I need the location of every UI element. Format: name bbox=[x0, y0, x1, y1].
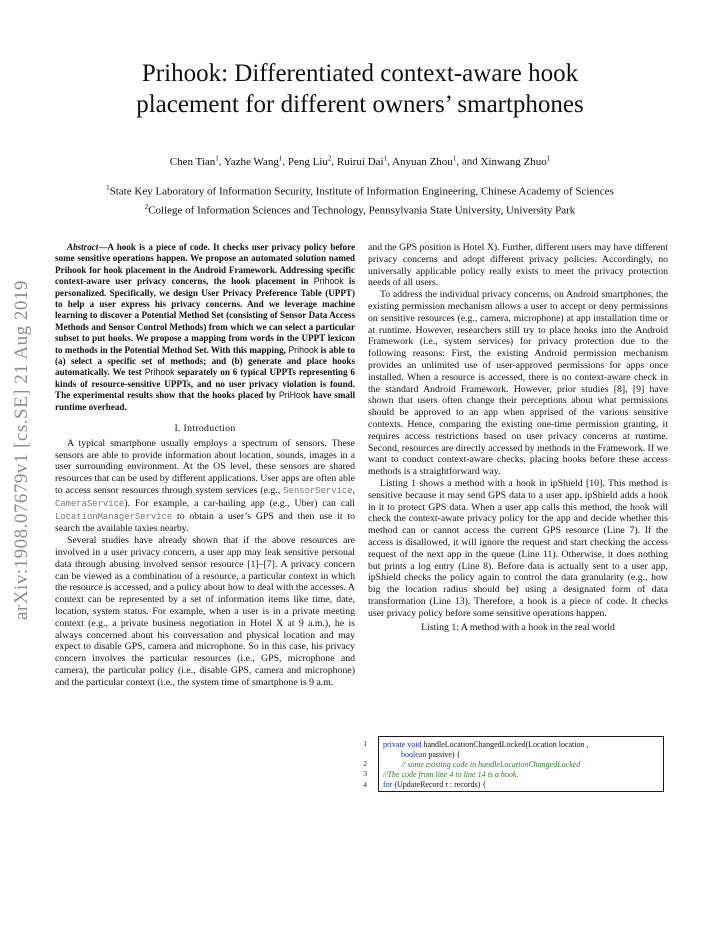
author: Xinwang Zhuo$^1$ bbox=[480, 154, 551, 168]
code-line-1: private void handleLocationChangedLocked(Location location , bbox=[383, 740, 589, 749]
author: Yazhe Wang$^1$ bbox=[223, 154, 283, 168]
right-column bbox=[368, 242, 668, 633]
author: Peng Liu$^2$ bbox=[287, 154, 332, 168]
section-heading-introduction: I. Introduction bbox=[174, 423, 236, 435]
intro-paragraph-1: A typical smartphone usually employs a spectrum of sensors. These sensors are able to provide information about location, sounds, images in a user surrounding environment. At the OS level, these sensors are shared resources that can be used by different applications. User apps are often able to access sensor resources through system services (e.g., SensorService, CameraService). For example, a car-hailing app (e.g., Uber) can call LocationManagerService to obtain a user’s GPS and then use it to search the available taxies nearby. bbox=[55, 437, 355, 535]
code-line-3: //The code from line 4 to line 14 is a hook. bbox=[383, 770, 519, 779]
paper-title bbox=[0, 58, 720, 120]
listing-line-number: 1 bbox=[363, 739, 367, 748]
title-line-1: Prihook: Differentiated context-aware hook bbox=[141, 60, 579, 87]
author: Chen Tian$^1$ bbox=[169, 154, 219, 168]
arxiv-id: arXiv:1908.07679v1 [cs.SE] 21 Aug 2019 bbox=[11, 280, 32, 620]
author: Ruirui Dai$^1$ bbox=[336, 154, 388, 168]
code-listing bbox=[378, 736, 664, 792]
code-line-4: for (UpdateRecord r : records) { bbox=[383, 780, 487, 789]
intro-paragraph-2: Several studies have already shown that if the above resources are involved in a user privacy concern, a user app may leak sensitive personal data through abusing involved sensor resource [1]–[7]. A privacy concern can be viewed as a combination of a resource, a particular context in which the resource is accessed, and a policy about how to deal with the accesses. A context can be represented by a set of information items like time, date, location, system status. For example, when a user is in a private meeting context (e.g., a private business negotiation in Hotel X at 9 a.m.), he is always concerned about his conversation and physical location and may expect to disable GPS, camera and microphone. So in this case, his privacy concern involves the particular resources (i.e., GPS, microphone and camera), the particular policy (i.e., disable GPS, camera and microphone) and the particular context (i.e., the system time of smartphone is 9 a.m. bbox=[55, 535, 355, 688]
author-list: Chen Tian$^1$, Yazhe Wang$^1$, Peng Liu$^2$, Ruirui Dai$^1$, Anyuan Zhou$^1$, and Xinwang Zhuo$^1$ bbox=[169, 154, 551, 168]
author: Anyuan Zhou$^1$ bbox=[392, 154, 457, 168]
code-line-2: // some existing code in handleLocationChangedLocked bbox=[401, 760, 581, 769]
abstract: Abstract—A hook is a piece of code. It checks user privacy policy before some sensitive operations happen. We propose an automated solution named Prihook for hook placement in the Android Framework. Addressing specific context-aware user privacy concerns, the hook placement in Prihook is personalized. Specifically, we design User Privacy Preference Table (UPPT) to help a user express his privacy concerns. And we leverage machine learning to discover a Potential Method Set (consisting of Sensor Data Access Methods and Sensor Control Methods) from which we can select a particular subset to put hooks. We propose a mapping from words in the UPPT lexicon to methods in the Potential Method Set. With this mapping, Prihook is able to (a) select a specific set of methods; and (b) generate and place hooks automatically. We test Prihook separately on 6 typical UPPTs representing 6 kinds of resource-sensitive UPPTs, and no user privacy violation is found. The experimental results show that the hooks placed by PriHook have small runtime overhead. bbox=[55, 242, 355, 412]
arxiv-sidebar bbox=[2, 230, 42, 670]
title-line-2: placement for different owners’ smartphones bbox=[136, 91, 584, 118]
right-paragraph-1: To address the individual privacy concerns, on Android smartphones, the existing permission mechanism allows a user to accept or deny permissions on sensitive resources (e.g., camera, microphone) at app installation time or at runtime. However, researchers still try to place hooks into the Android Framework (i.e., system services) for privacy protection due to the following reasons: First, the existing Android permission mechanism provides an unlimited use of user-approved permissions for apps once installed. When a resource is accessed, there is no context-aware check in the standard Android Framework. However, prior studies [8], [9] have shown that users often change their perceptions about what permissions should be approved to an app when apprised of the various sensitive contexts. Hence, comparing the existing one-time permission granting, it requires access restrictions based on user privacy concerns at runtime. Second, resources are directly accessed by methods in the Framework. If we want to conduct context-aware checks, placing hooks before these access methods is a straightforward way. bbox=[368, 289, 668, 478]
listing-line-number: 2 bbox=[363, 759, 367, 768]
right-paragraph-continued: and the GPS position is Hotel X). Further, different users may have different privacy concerns and adopt different privacy policies. Accordingly, no universally applicable policy really exists to meet the privacy protection needs of all users. bbox=[368, 242, 668, 289]
affiliation-2: $^2$College of Information Sciences and Technology, Pennsylvania State University, University Park bbox=[144, 202, 576, 217]
code-line-1-continued: boolean passive) { bbox=[401, 750, 461, 759]
listing-caption: Listing 1: A method with a hook in the real world bbox=[421, 621, 615, 633]
listing-line-number: 4 bbox=[363, 780, 367, 789]
affiliation-1: $^1$State Key Laboratory of Information Security, Institute of Information Engineering, Chinese Academy of Sciences bbox=[106, 184, 614, 198]
right-paragraph-2: Listing 1 shows a method with a hook in ipShield [10]. This method is sensitive because it may send GPS data to a user app. ipShield adds a hook in it to protect GPS data. When a user app calls this method, the hook will check the context-aware privacy policy for the app and decide whether this method can or cannot access the current GPS resource (Line 7). If the access is disallowed, it will ignore the request and start checking the access request of the next app in the queue (Line 11). Otherwise, it does nothing but prints a log entry (Line 8). Before data is actually sent to a user app, ipShield checks the policy again to control the data granularity (e.g., how big the location radius should be) using a designated form of data transformation (Line 13). Therefore, a hook is a piece of code. It checks user privacy policy before some sensitive operations happen. bbox=[368, 477, 668, 619]
left-column bbox=[55, 242, 355, 689]
listing-line-number: 3 bbox=[363, 769, 367, 778]
affiliations bbox=[0, 181, 720, 218]
